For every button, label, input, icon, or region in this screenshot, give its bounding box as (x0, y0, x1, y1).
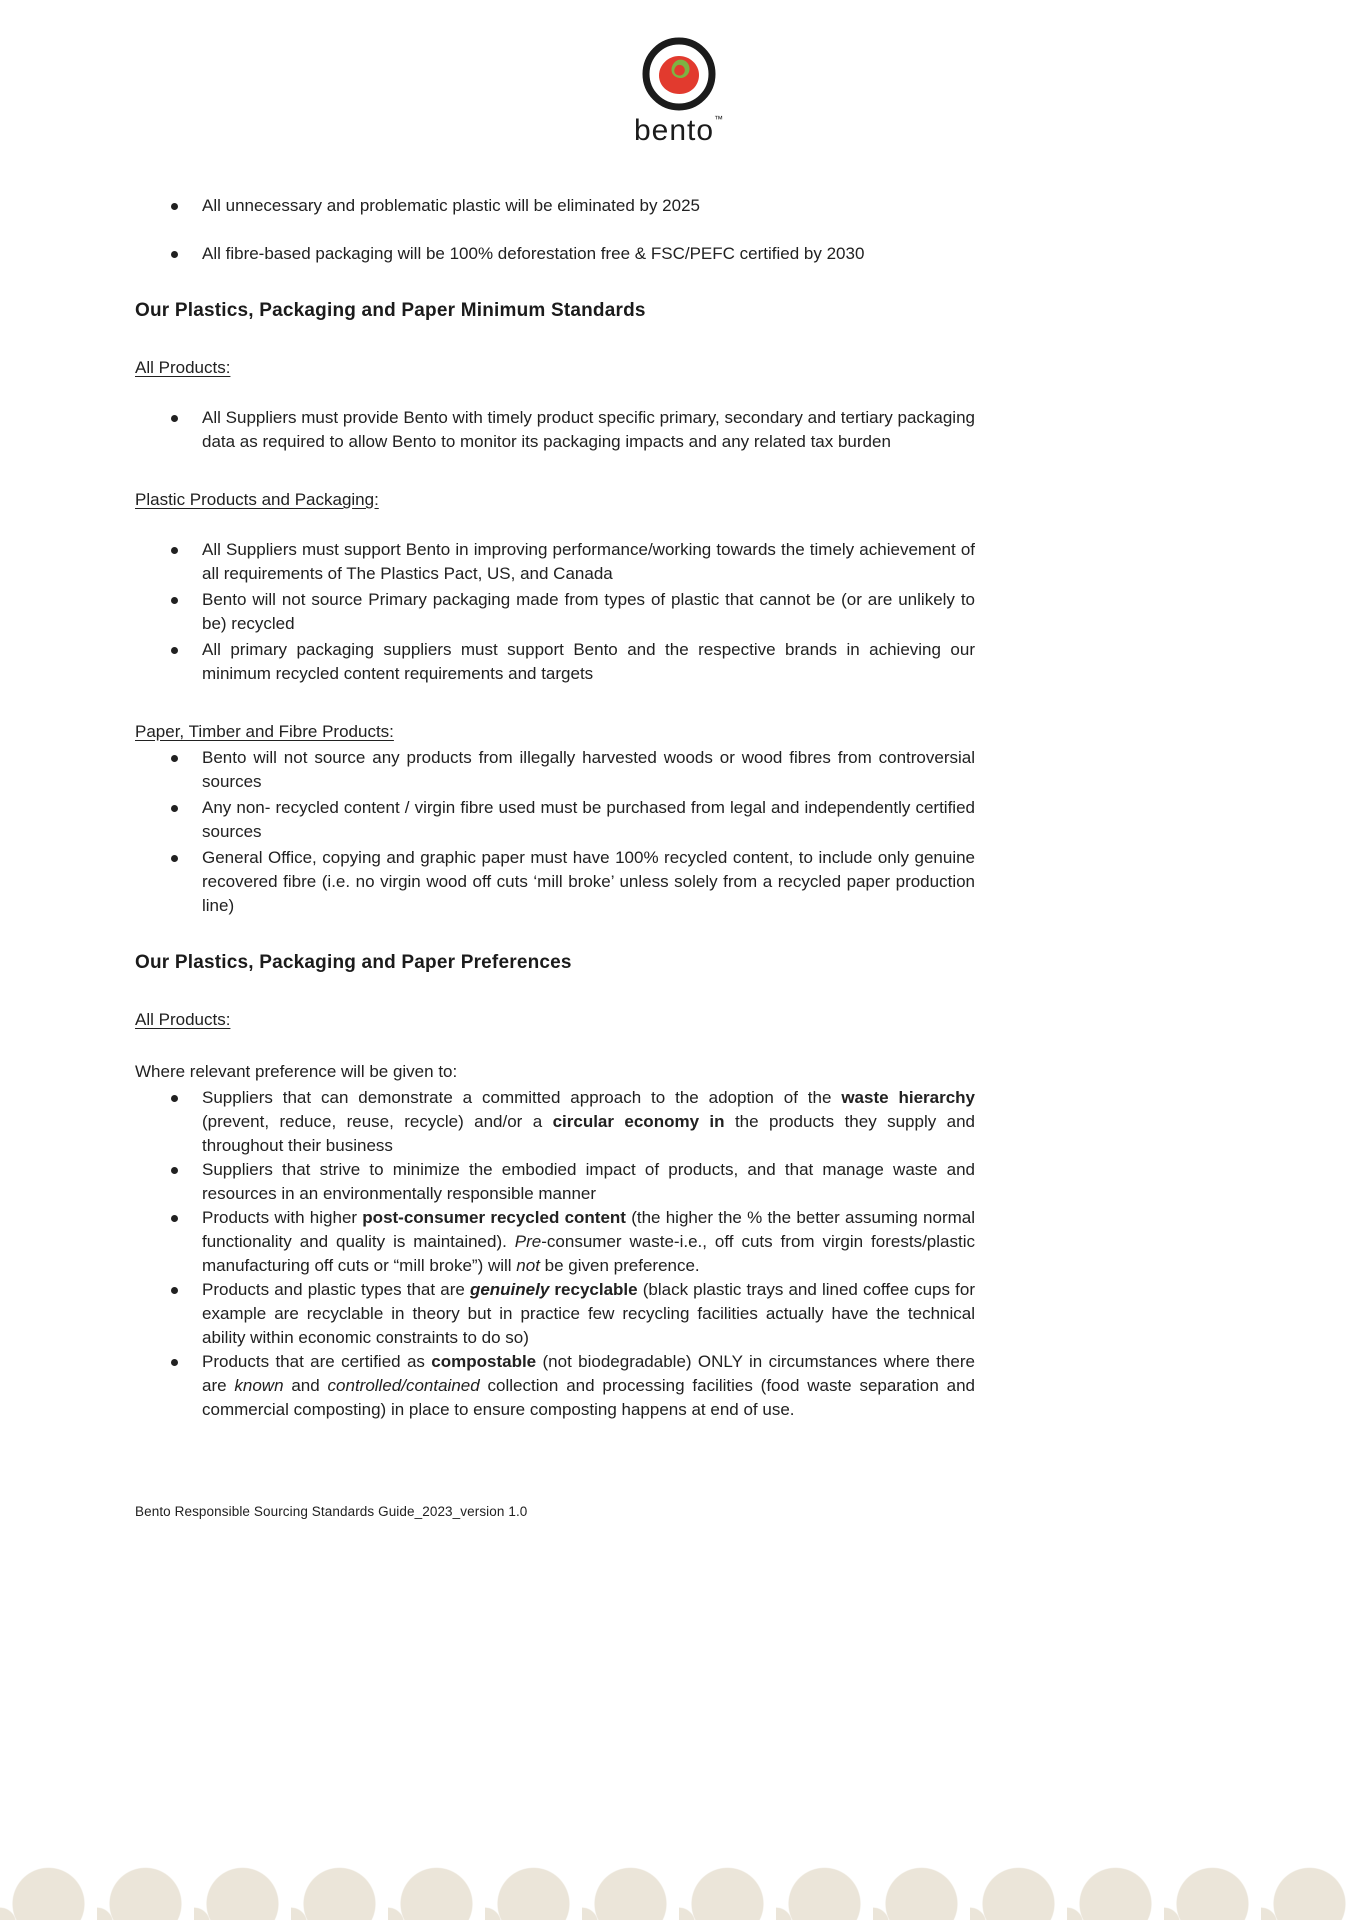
logo-brand-text: bento (633, 114, 715, 147)
bento-logo-icon (637, 36, 721, 116)
subsection (135, 490, 975, 686)
text-segment: All Suppliers must provide Bento with timely product specific primary, secondary and tertiary packaging data as required to allow Bento to monitor its packaging impacts and any related tax burden (202, 408, 975, 451)
subsection (135, 1010, 975, 1422)
section-heading: Our Plastics, Packaging and Paper Minimum Standards (135, 300, 646, 321)
bullet-item (135, 1278, 975, 1350)
text-segment: be given preference. (539, 1256, 700, 1275)
subsection-title: All Products: (135, 358, 231, 377)
text-segment: -consumer waste-i.e., off cuts from virgin forests/plastic manufacturing off cuts or “mill broke”) will (202, 1232, 975, 1275)
section-heading: Our Plastics, Packaging and Paper Preferences (135, 952, 572, 973)
lead-text: Where relevant preference will be given to: (135, 1062, 458, 1081)
logo (0, 0, 1357, 148)
text-segment: post-consumer recycled content (362, 1208, 626, 1227)
intro-area (135, 194, 975, 266)
text-segment: recyclable (549, 1280, 638, 1299)
bullet-item (135, 846, 975, 918)
decorative-dot-border (0, 1830, 1357, 1920)
text-segment: Products and plastic types that are (202, 1280, 470, 1299)
text-segment: Suppliers that strive to minimize the embodied impact of products, and that manage waste and resources in an environmentally responsible manner (202, 1160, 975, 1203)
text-segment: Any non- recycled content / virgin fibre used must be purchased from legal and independently certified sources (202, 798, 975, 841)
subsection (135, 358, 975, 454)
text-segment: compostable (431, 1352, 537, 1371)
text-segment: the products they supply and throughout their business (202, 1112, 975, 1155)
subsection (135, 722, 975, 918)
bullet-item (135, 796, 975, 844)
bullet-list (135, 406, 975, 454)
text-segment: Bento will not source any products from illegally harvested woods or wood fibres from controversial sources (202, 748, 975, 791)
subsection-title: All Products: (135, 1010, 231, 1029)
text-segment: (the higher the % the better assuming normal functionality and quality is maintained). (202, 1208, 975, 1251)
text-segment: All unnecessary and problematic plastic will be eliminated by 2025 (202, 196, 700, 215)
text-segment: (not biodegradable) ONLY in circumstances where there are (202, 1352, 975, 1395)
bullet-item (135, 746, 975, 794)
text-segment: (black plastic trays and lined coffee cups for example are recyclable in theory but in practice few recycling facilities actually have the technical ability within economic constraints to do so) (202, 1280, 975, 1347)
text-segment: Suppliers that can demonstrate a committed approach to the adoption of the (202, 1088, 842, 1107)
text-segment: All fibre-based packaging will be 100% deforestation free & FSC/PEFC certified by 2030 (202, 244, 865, 263)
bullet-list (135, 194, 975, 266)
text-segment: waste hierarchy (841, 1088, 975, 1107)
text-segment: controlled/contained (327, 1376, 480, 1395)
text-segment: General Office, copying and graphic paper must have 100% recycled content, to include only genuine recovered fibre (i.e. no virgin wood off cuts ‘mill broke’ unless solely from a recycled paper production line) (202, 848, 975, 915)
bullet-item (135, 242, 975, 266)
text-segment: genuinely (469, 1280, 550, 1299)
footer-text: Bento Responsible Sourcing Standards Guide_2023_version 1.0 (135, 1504, 528, 1519)
bullet-item (135, 194, 975, 218)
bullet-list (135, 538, 975, 686)
subsection-title: Plastic Products and Packaging: (135, 490, 379, 509)
text-segment: known (234, 1376, 284, 1395)
subsection-title: Paper, Timber and Fibre Products: (135, 722, 394, 741)
bullet-item (135, 638, 975, 686)
text-segment: Products that are certified as (202, 1352, 432, 1371)
sections-container (135, 300, 975, 1422)
text-segment: Pre (514, 1232, 542, 1251)
text-segment: and (283, 1376, 328, 1395)
document-body (135, 194, 975, 1422)
bullet-item (135, 1206, 975, 1278)
bullet-item (135, 1158, 975, 1206)
text-segment: Products with higher (202, 1208, 363, 1227)
bullet-item (135, 1086, 975, 1158)
text-segment: collection and processing facilities (food waste separation and commercial composting) in place to ensure composting happens at end of use. (202, 1376, 976, 1419)
bullet-list (135, 1086, 975, 1422)
bullet-item (135, 588, 975, 636)
bullet-list (135, 746, 975, 918)
trademark-symbol: ™ (714, 114, 724, 124)
text-segment: Bento will not source Primary packaging made from types of plastic that cannot be (or are unlikely to be) recycled (202, 590, 975, 633)
text-segment: not (516, 1256, 540, 1275)
text-segment: All primary packaging suppliers must support Bento and the respective brands in achieving our minimum recycled content requirements and targets (202, 640, 975, 683)
text-segment: circular economy in (552, 1112, 725, 1131)
bullet-item (135, 538, 975, 586)
bullet-item (135, 406, 975, 454)
logo-wordmark (0, 114, 1357, 148)
text-segment: (prevent, reduce, reuse, recycle) and/or a (202, 1112, 553, 1131)
text-segment: All Suppliers must support Bento in improving performance/working towards the timely achievement of all requirements of The Plastics Pact, US, and Canada (202, 540, 975, 583)
bullet-item (135, 1350, 975, 1422)
document-section (135, 952, 975, 1422)
document-section (135, 300, 975, 918)
